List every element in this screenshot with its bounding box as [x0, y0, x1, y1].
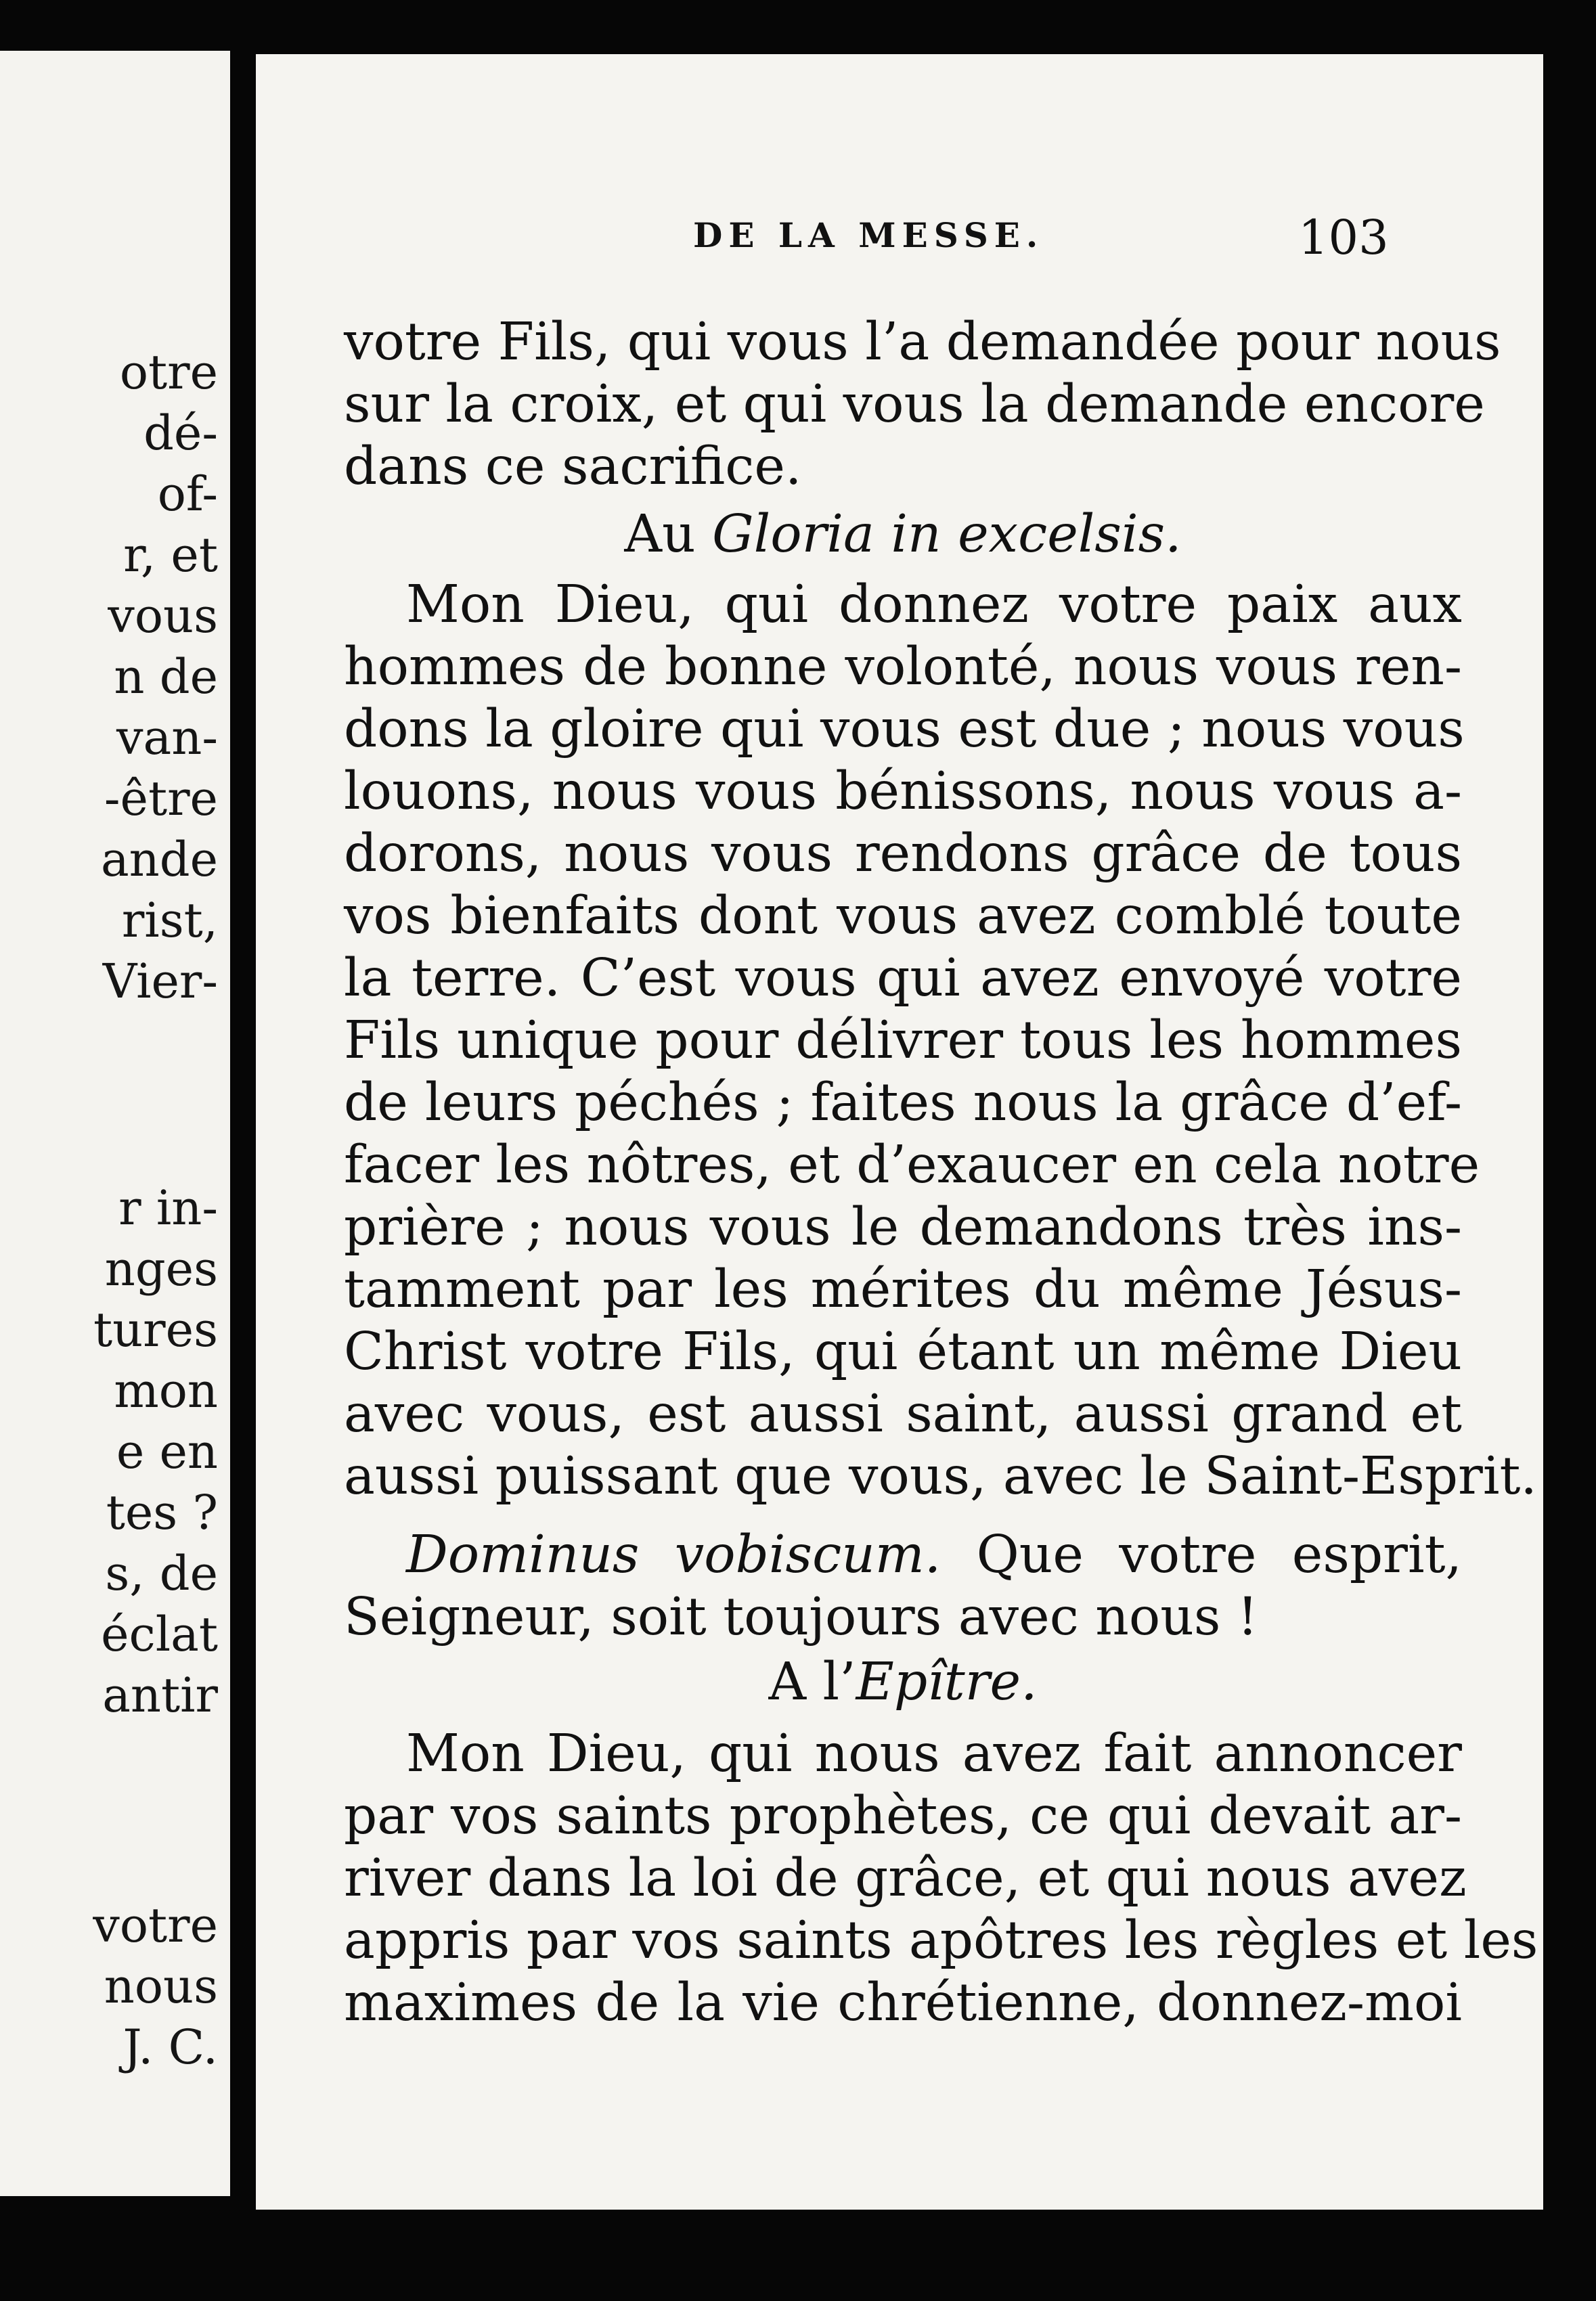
left-page-line: tures — [93, 1302, 218, 1358]
left-page-line: dé- — [143, 405, 218, 461]
text-line: votre Fils, qui vous l’a demandée pour nous — [344, 312, 1501, 372]
previous-page-edge — [0, 51, 230, 2196]
text-line: louons, nous vous bénissons, nous vous a- — [344, 761, 1462, 822]
text-line: Mon Dieu, qui nous avez fait annoncer — [406, 1724, 1462, 1784]
left-page-line: otre — [119, 344, 218, 400]
running-title: DE LA MESSE. — [693, 215, 1044, 255]
left-page-line: r in- — [118, 1180, 218, 1236]
left-page-line: of- — [157, 466, 218, 522]
left-page-line: antir — [102, 1668, 218, 1723]
text-line: dorons, nous vous rendons grâce de tous — [344, 824, 1462, 884]
text-line: la terre. C’est vous qui avez envoyé votre — [344, 948, 1462, 1008]
text-line: Seigneur, soit toujours avec nous ! — [344, 1587, 1258, 1647]
text-line: par vos saints prophètes, ce qui devait ar- — [344, 1786, 1462, 1846]
book-page — [256, 54, 1543, 2210]
section-heading-epitre: A l’Epître. — [768, 1652, 1038, 1712]
text-line: Dominus vobiscum. Que votre esprit, — [406, 1525, 1463, 1585]
left-page-line: -être — [104, 771, 218, 826]
left-page-line: rist, — [121, 893, 218, 948]
left-page-line: mon — [114, 1363, 218, 1418]
left-page-line: nous — [104, 1959, 218, 2014]
text-line: Christ votre Fils, qui étant un même Dieu — [344, 1322, 1462, 1382]
left-page-line: Vier- — [102, 954, 218, 1009]
text-line: Fils unique pour délivrer tous les hommes — [344, 1010, 1462, 1071]
text-line: prière ; nous vous le demandons très ins- — [344, 1197, 1462, 1257]
text-line: Mon Dieu, qui donnez votre paix aux — [406, 575, 1462, 635]
text-line: vos bienfaits dont vous avez comblé toute — [344, 886, 1462, 946]
text-line: dons la gloire qui vous est due ; nous vous — [344, 699, 1465, 759]
text-line: maximes de la vie chrétienne, donnez-moi — [344, 1973, 1462, 2033]
left-page-line: nges — [104, 1241, 218, 1297]
text-line: hommes de bonne volonté, nous vous ren- — [344, 637, 1462, 697]
left-page-line: J. C. — [123, 2019, 218, 2075]
text-line: aussi puissant que vous, avec le Saint-Esprit. — [344, 1446, 1537, 1506]
left-page-line: éclat — [101, 1607, 218, 1662]
text-line: facer les nôtres, et d’exaucer en cela notre — [344, 1135, 1480, 1195]
left-page-line: n de — [114, 649, 218, 705]
page-number: 103 — [1298, 210, 1389, 265]
text-line: appris par vos saints apôtres les règles et les — [344, 1911, 1538, 1971]
left-page-line: ande — [100, 832, 218, 887]
left-page-line: r, et — [123, 527, 218, 583]
text-line: avec vous, est aussi saint, aussi grand et — [344, 1384, 1462, 1444]
text-line: river dans la loi de grâce, et qui nous avez — [344, 1848, 1467, 1908]
left-page-line: votre — [93, 1898, 218, 1953]
page-header — [256, 210, 1543, 271]
text-line: de leurs péchés ; faites nous la grâce d’ef- — [344, 1073, 1462, 1133]
left-page-line: vous — [108, 588, 218, 644]
section-heading-gloria: Au Gloria in excelsis. — [624, 504, 1182, 564]
left-page-line: s, de — [105, 1546, 218, 1601]
left-page-line: tes ? — [106, 1485, 218, 1540]
text-line: tamment par les mérites du même Jésus- — [344, 1259, 1462, 1320]
text-line: sur la croix, et qui vous la demande encore — [344, 374, 1485, 434]
left-page-line: van- — [116, 710, 218, 765]
text-line: dans ce sacrifice. — [344, 437, 802, 497]
left-page-line: e en — [116, 1424, 218, 1479]
